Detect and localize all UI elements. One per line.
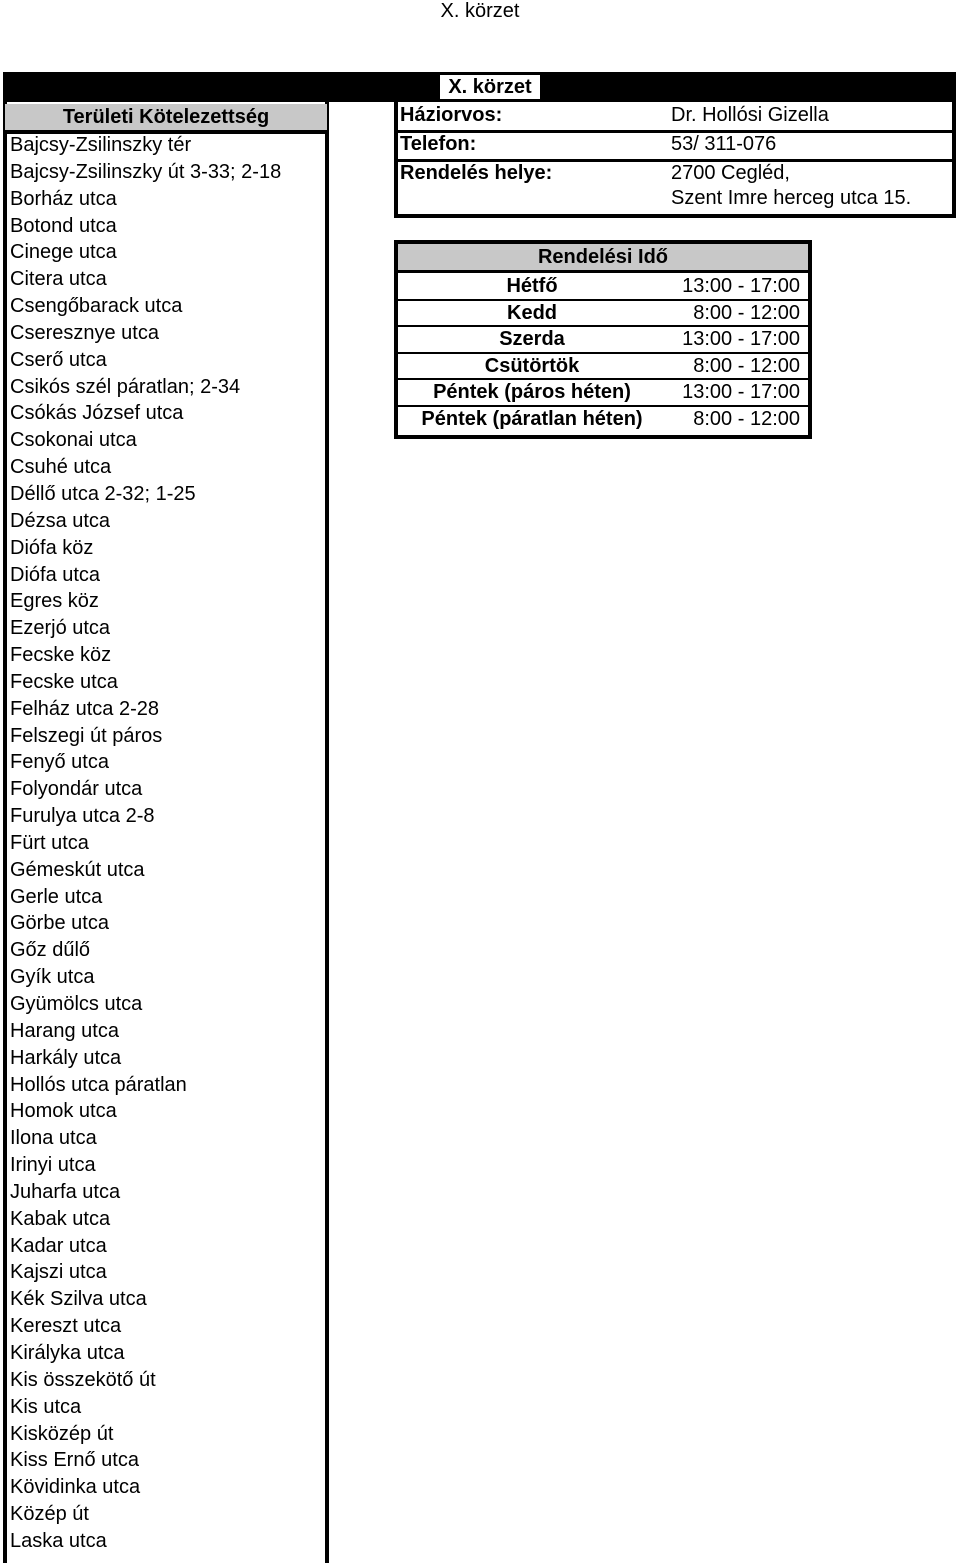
street-item: Kék Szilva utca <box>10 1288 147 1311</box>
street-item: Fecske köz <box>10 644 112 667</box>
street-item: Csuhé utca <box>10 456 112 479</box>
street-item: Harang utca <box>10 1019 119 1042</box>
street-list <box>10 132 281 1555</box>
street-item: Déllő utca 2-32; 1-25 <box>10 482 196 505</box>
street-item: Cseresznye utca <box>10 321 159 344</box>
street-item: Cinege utca <box>10 241 117 264</box>
phone-row <box>394 133 956 161</box>
schedule-row <box>398 300 808 326</box>
street-item: Dézsa utca <box>10 509 111 532</box>
street-column-header: Területi Kötelezettség <box>5 104 327 134</box>
street-item: Kisközép út <box>10 1422 114 1445</box>
street-item: Irinyi utca <box>10 1154 96 1177</box>
street-item: Egres köz <box>10 590 99 613</box>
schedule-row <box>398 406 808 432</box>
street-item: Kis összekötő út <box>10 1368 156 1391</box>
street-item: Felszegi út páros <box>10 724 163 747</box>
street-item: Folyondár utca <box>10 778 143 801</box>
street-item: Csókás József utca <box>10 402 184 425</box>
street-item: Felház utca 2-28 <box>10 697 159 720</box>
page-title: X. körzet <box>440 0 520 22</box>
schedule-row <box>398 353 808 379</box>
street-item: Bajcsy-Zsilinszky út 3-33; 2-18 <box>10 160 282 183</box>
schedule-day: Péntek (páros héten) <box>433 381 631 404</box>
street-item: Kereszt utca <box>10 1315 122 1338</box>
street-item: Borház utca <box>10 187 117 210</box>
street-item: Kis utca <box>10 1395 82 1418</box>
street-item: Közép út <box>10 1503 89 1526</box>
schedule-row <box>398 273 808 299</box>
schedule-row <box>398 379 808 405</box>
street-item: Juharfa utca <box>10 1180 121 1203</box>
street-item: Fenyő utca <box>10 751 109 774</box>
street-item: Kiss Ernő utca <box>10 1449 139 1472</box>
doctor-label: Háziorvos: <box>400 104 503 126</box>
street-item: Gémeskút utca <box>10 858 145 881</box>
street-item: Kadar utca <box>10 1234 107 1257</box>
street-item: Gerle utca <box>10 885 103 908</box>
street-item: Citera utca <box>10 268 107 291</box>
street-item: Furulya utca 2-8 <box>10 805 155 828</box>
schedule-time: 13:00 - 17:00 <box>682 381 800 404</box>
schedule-day: Csütörtök <box>484 354 580 377</box>
street-item: Kajszi utca <box>10 1261 107 1284</box>
schedule-row <box>398 326 808 352</box>
street-item: Kövidinka utca <box>10 1476 141 1499</box>
section-title: X. körzet <box>440 75 540 99</box>
street-item: Csikós szél páratlan; 2-34 <box>10 375 241 398</box>
place-line1: 2700 Cegléd, <box>671 162 790 184</box>
schedule-day: Hétfő <box>506 275 558 297</box>
street-item: Királyka utca <box>10 1341 125 1364</box>
street-item: Gőz dűlő <box>10 939 91 962</box>
street-item: Csengőbarack utca <box>10 295 183 318</box>
place-row <box>394 162 956 190</box>
street-item: Homok utca <box>10 1100 117 1123</box>
street-item: Cserő utca <box>10 348 107 371</box>
schedule-day: Szerda <box>499 328 565 351</box>
street-item: Ezerjó utca <box>10 617 111 640</box>
schedule-day: Péntek (páratlan héten) <box>421 408 643 430</box>
schedule-time: 13:00 - 17:00 <box>682 275 800 297</box>
doctor-row <box>394 104 956 132</box>
street-item: Hollós utca páratlan <box>10 1073 187 1096</box>
doctor-value: Dr. Hollósi Gizella <box>671 104 829 126</box>
place-line2: Szent Imre herceg utca 15. <box>671 187 912 209</box>
phone-label: Telefon: <box>400 133 477 155</box>
street-item: Diófa köz <box>10 536 94 559</box>
street-item: Diófa utca <box>10 563 101 586</box>
street-item: Gyümölcs utca <box>10 993 143 1015</box>
street-item: Laska utca <box>10 1529 107 1552</box>
street-item: Csokonai utca <box>10 429 137 452</box>
street-item: Fecske utca <box>10 670 118 693</box>
schedule-day: Kedd <box>507 301 557 324</box>
schedule-title: Rendelési Idő <box>398 244 808 273</box>
street-item: Görbe utca <box>10 912 109 935</box>
place-label: Rendelés helye: <box>400 162 553 184</box>
street-item: Botond utca <box>10 214 117 237</box>
street-item: Kabak utca <box>10 1207 111 1230</box>
street-item: Fürt utca <box>10 831 89 854</box>
street-item: Gyík utca <box>10 966 95 989</box>
phone-value: 53/ 311-076 <box>671 133 777 155</box>
street-item: Harkály utca <box>10 1046 122 1069</box>
schedule-time: 13:00 - 17:00 <box>682 328 800 351</box>
street-item: Ilona utca <box>10 1127 97 1150</box>
schedule-time: 8:00 - 12:00 <box>693 301 800 324</box>
schedule-time: 8:00 - 12:00 <box>693 408 800 430</box>
place-row-2 <box>394 187 956 215</box>
street-item: Bajcsy-Zsilinszky tér <box>10 134 192 156</box>
schedule-time: 8:00 - 12:00 <box>693 354 800 377</box>
